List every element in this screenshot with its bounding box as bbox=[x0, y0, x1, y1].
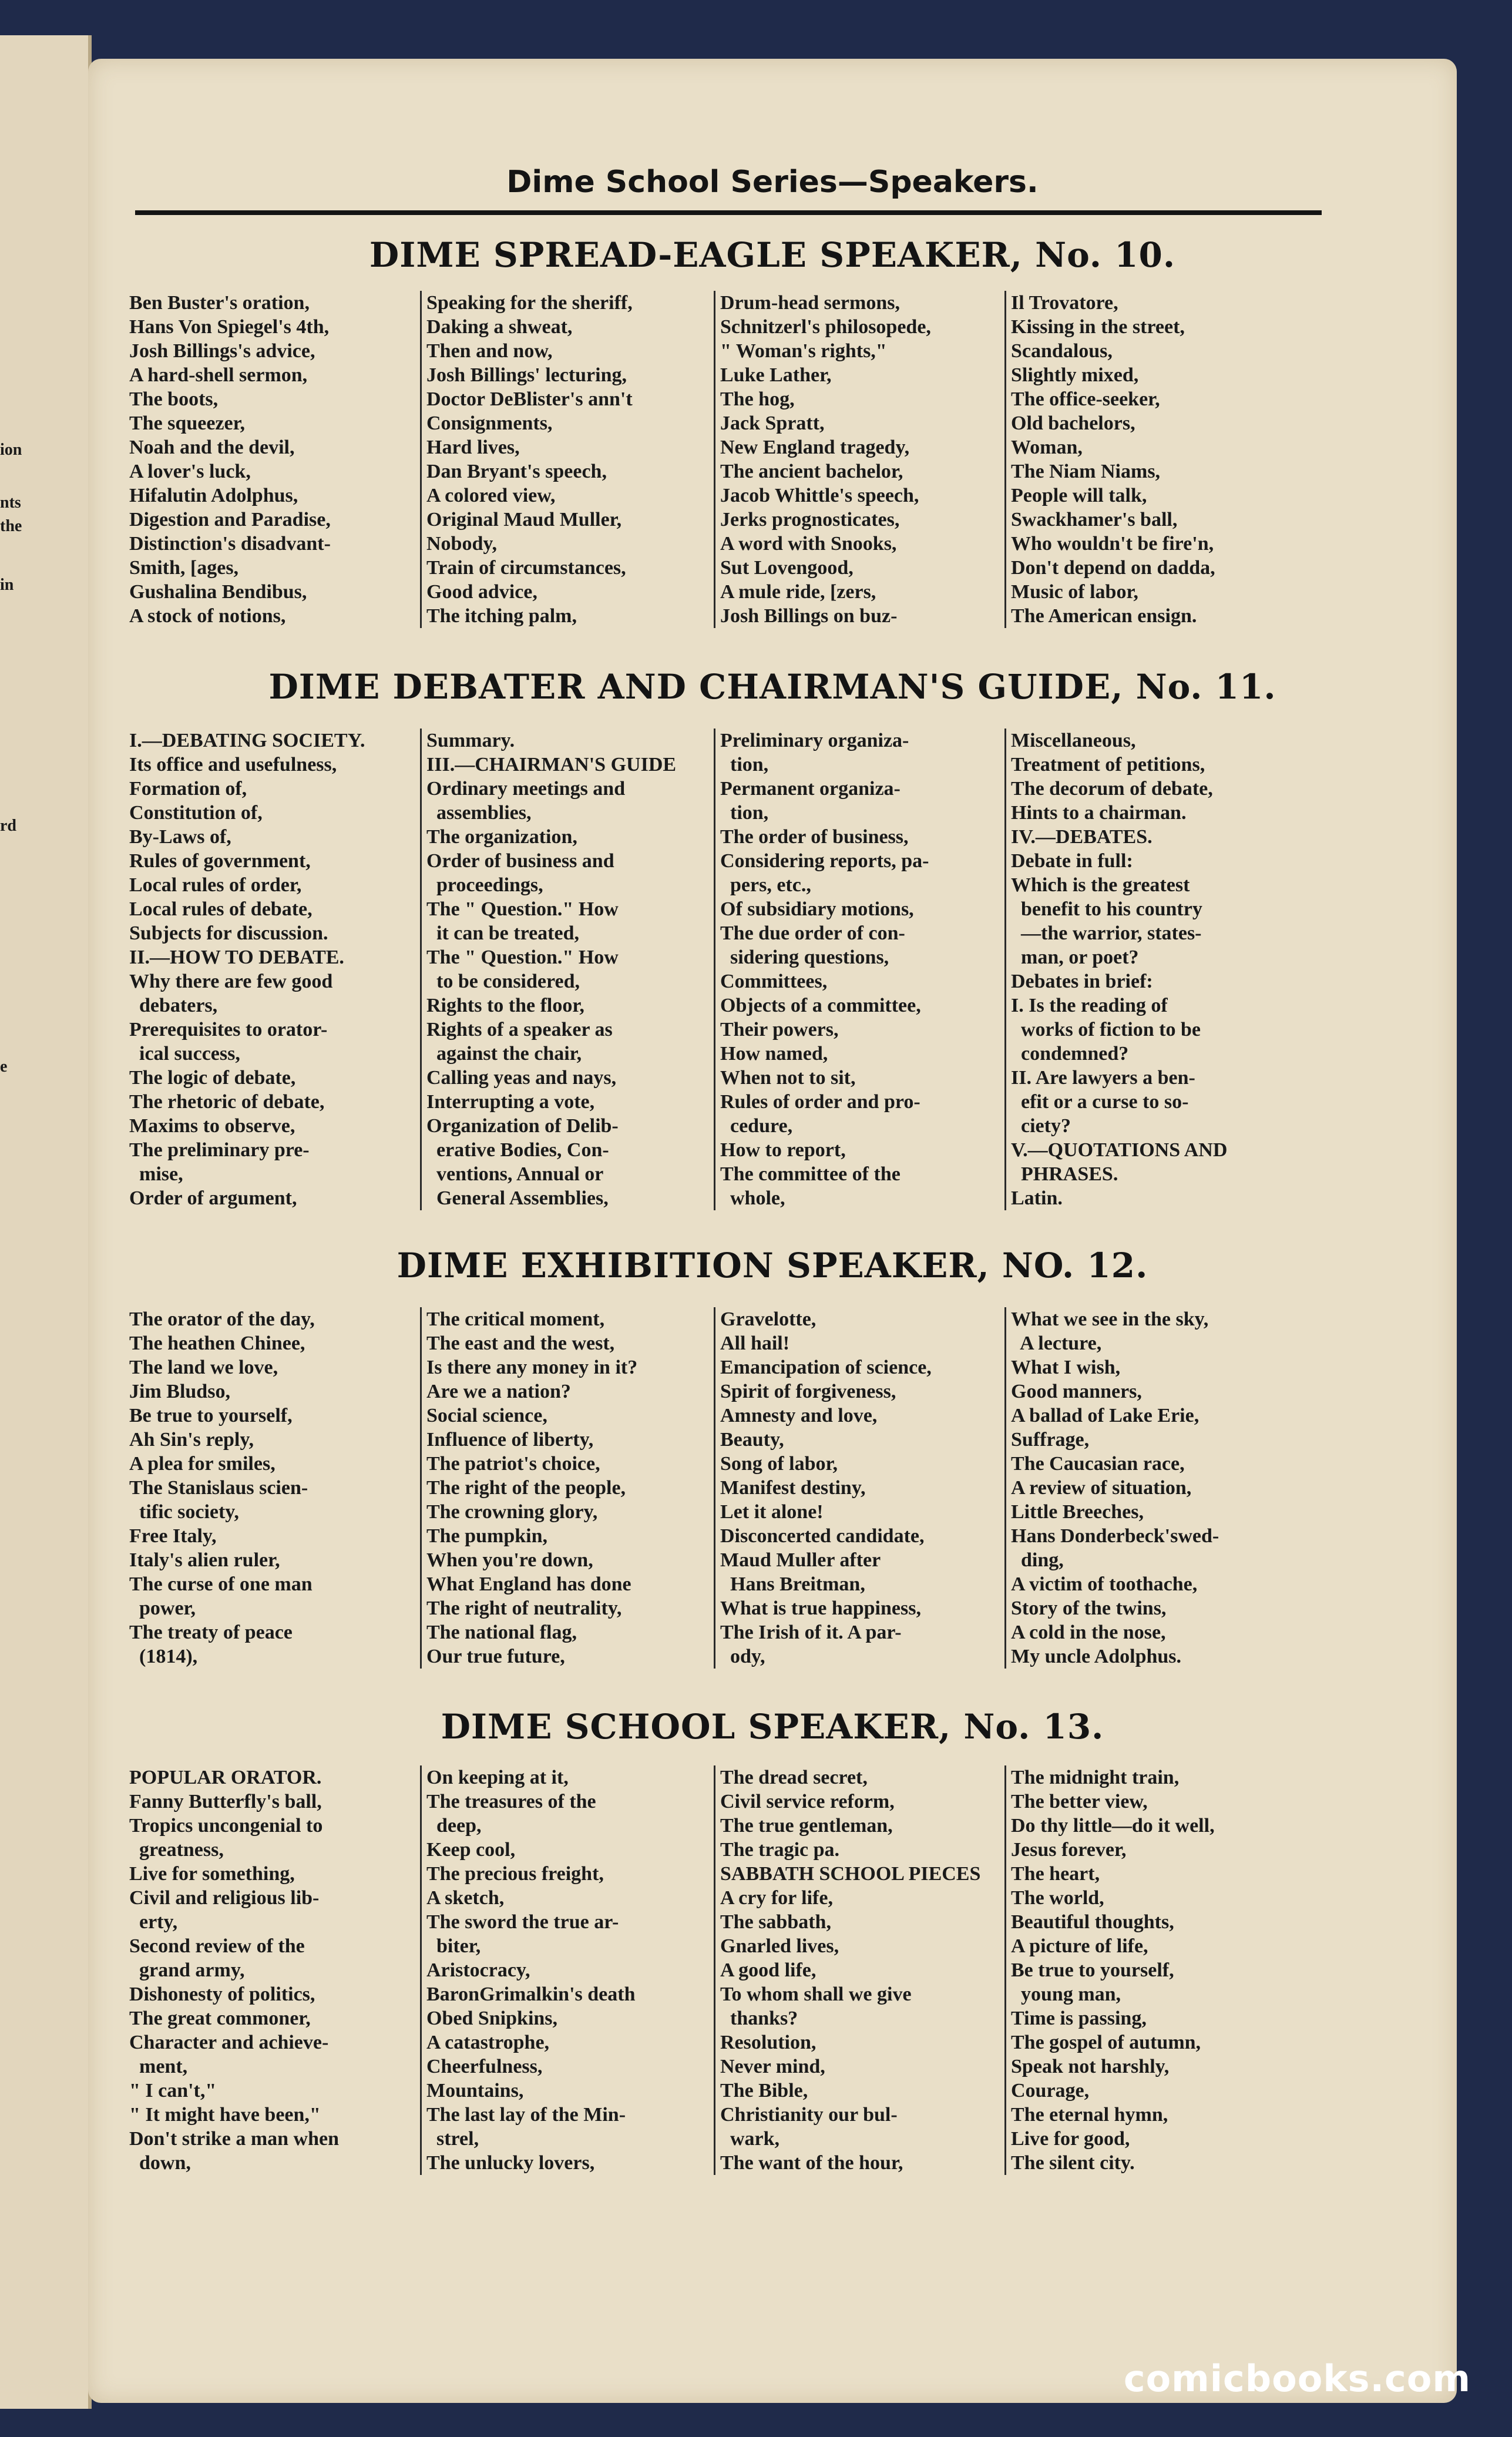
list-item: A plea for smiles, bbox=[129, 1453, 275, 1475]
list-item: Free Italy, bbox=[129, 1525, 217, 1547]
list-item: The national flag, bbox=[426, 1622, 577, 1643]
list-item: The sabbath, bbox=[720, 1911, 831, 1933]
column bbox=[714, 291, 1008, 628]
list-item: Is there any money in it? bbox=[426, 1357, 638, 1378]
list-item: Order of business and bbox=[426, 850, 614, 872]
list-item: Then and now, bbox=[426, 340, 553, 362]
list-item: Good manners, bbox=[1011, 1381, 1142, 1402]
column bbox=[129, 291, 417, 628]
column bbox=[1004, 729, 1299, 1210]
list-item: Slightly mixed, bbox=[1011, 364, 1139, 386]
list-item: Little Breeches, bbox=[1011, 1501, 1144, 1523]
column bbox=[1004, 1307, 1299, 1669]
list-item: Interrupting a vote, bbox=[426, 1091, 595, 1113]
list-item: II. Are lawyers a ben- bbox=[1011, 1067, 1195, 1089]
list-item: Hard lives, bbox=[426, 437, 520, 458]
list-item: Formation of, bbox=[129, 778, 247, 800]
list-item: The " Question." How bbox=[426, 946, 619, 968]
list-item: A mule ride, [zers, bbox=[720, 581, 876, 603]
list-item: Cheerfulness, bbox=[426, 2056, 543, 2077]
left-fragment: the bbox=[0, 517, 22, 535]
section-title: DIME SPREAD-EAGLE SPEAKER, No. 10. bbox=[369, 235, 1176, 275]
list-item: power, bbox=[129, 1597, 196, 1619]
list-item: Summary. bbox=[426, 730, 515, 751]
list-item: Original Maud Muller, bbox=[426, 509, 622, 531]
column bbox=[1004, 1765, 1299, 2175]
list-item: Digestion and Paradise, bbox=[129, 509, 331, 531]
list-item: Gnarled lives, bbox=[720, 1935, 839, 1957]
list-item: deep, bbox=[426, 1815, 482, 1837]
list-item: The orator of the day, bbox=[129, 1308, 315, 1330]
list-item: Manifest destiny, bbox=[720, 1477, 866, 1499]
list-item: A catastrophe, bbox=[426, 2032, 550, 2053]
list-item: The rhetoric of debate, bbox=[129, 1091, 325, 1113]
list-item: III.—CHAIRMAN'S GUIDE bbox=[426, 754, 677, 776]
header-rule bbox=[135, 210, 1322, 215]
list-item: Let it alone! bbox=[720, 1501, 824, 1523]
list-item: Doctor DeBlister's ann't bbox=[426, 388, 633, 410]
list-item: Our true future, bbox=[426, 1646, 565, 1667]
column bbox=[714, 1307, 1008, 1669]
list-item: SABBATH SCHOOL PIECES bbox=[720, 1863, 981, 1885]
list-item: A cry for life, bbox=[720, 1887, 833, 1909]
list-item: The treasures of the bbox=[426, 1791, 596, 1812]
list-item: Smith, [ages, bbox=[129, 557, 239, 579]
list-item: The world, bbox=[1011, 1887, 1104, 1909]
list-item: The Irish of it. A par- bbox=[720, 1622, 902, 1643]
list-item: A good life, bbox=[720, 1959, 817, 1981]
list-item: Miscellaneous, bbox=[1011, 730, 1136, 751]
list-item: tion, bbox=[720, 754, 769, 776]
list-item: Drum-head sermons, bbox=[720, 292, 900, 314]
list-item: My uncle Adolphus. bbox=[1011, 1646, 1182, 1667]
column bbox=[420, 291, 714, 628]
list-item: I. Is the reading of bbox=[1011, 995, 1168, 1016]
list-item: " Woman's rights," bbox=[720, 340, 887, 362]
list-item: Treatment of petitions, bbox=[1011, 754, 1205, 776]
list-item: When not to sit, bbox=[720, 1067, 856, 1089]
list-item: Organization of Delib- bbox=[426, 1115, 619, 1137]
list-item: Story of the twins, bbox=[1011, 1597, 1167, 1619]
list-item: When you're down, bbox=[426, 1549, 593, 1571]
column bbox=[129, 1765, 417, 2175]
list-item: II.—HOW TO DEBATE. bbox=[129, 946, 344, 968]
list-item: The preliminary pre- bbox=[129, 1139, 310, 1161]
list-item: wark, bbox=[720, 2128, 780, 2150]
list-item: By-Laws of, bbox=[129, 826, 231, 848]
list-item: On keeping at it, bbox=[426, 1767, 569, 1788]
list-item: ventions, Annual or bbox=[426, 1163, 604, 1185]
list-item: Second review of the bbox=[129, 1935, 305, 1957]
list-item: tific society, bbox=[129, 1501, 239, 1523]
list-item: Emancipation of science, bbox=[720, 1357, 932, 1378]
list-item: The squeezer, bbox=[129, 412, 246, 434]
list-item: Noah and the devil, bbox=[129, 437, 295, 458]
list-item: Time is passing, bbox=[1011, 2008, 1147, 2029]
list-item: What is true happiness, bbox=[720, 1597, 921, 1619]
list-item: Josh Billings on buz- bbox=[720, 605, 898, 627]
list-item: Local rules of order, bbox=[129, 874, 302, 896]
list-item: A victim of toothache, bbox=[1011, 1573, 1198, 1595]
list-item: benefit to his country bbox=[1011, 898, 1202, 920]
list-item: The tragic pa. bbox=[720, 1839, 840, 1861]
list-item: young man, bbox=[1011, 1983, 1121, 2005]
list-item: Speak not harshly, bbox=[1011, 2056, 1170, 2077]
column bbox=[714, 1765, 1008, 2175]
list-item: against the chair, bbox=[426, 1043, 582, 1065]
section-columns bbox=[129, 1765, 1375, 2174]
list-item: The silent city. bbox=[1011, 2152, 1135, 2174]
list-item: Hifalutin Adolphus, bbox=[129, 485, 298, 506]
list-item: The pumpkin, bbox=[426, 1525, 547, 1547]
column bbox=[420, 1307, 714, 1669]
list-item: grand army, bbox=[129, 1959, 245, 1981]
list-item: The unlucky lovers, bbox=[426, 2152, 595, 2174]
list-item: Live for good, bbox=[1011, 2128, 1130, 2150]
list-item: New England tragedy, bbox=[720, 437, 910, 458]
list-item: How to report, bbox=[720, 1139, 846, 1161]
list-item: efit or a curse to so- bbox=[1011, 1091, 1189, 1113]
list-item: The treaty of peace bbox=[129, 1622, 293, 1643]
list-item: Luke Lather, bbox=[720, 364, 832, 386]
left-fragment: rd bbox=[0, 817, 16, 835]
list-item: A cold in the nose, bbox=[1011, 1622, 1166, 1643]
list-item: Swackhamer's ball, bbox=[1011, 509, 1178, 531]
list-item: The ancient bachelor, bbox=[720, 461, 903, 482]
list-item: General Assemblies, bbox=[426, 1187, 609, 1209]
list-item: Don't depend on dadda, bbox=[1011, 557, 1215, 579]
list-item: greatness, bbox=[129, 1839, 224, 1861]
list-item: condemned? bbox=[1011, 1043, 1129, 1065]
list-item: Schnitzerl's philosopede, bbox=[720, 316, 931, 338]
list-item: Civil service reform, bbox=[720, 1791, 895, 1812]
list-item: A review of situation, bbox=[1011, 1477, 1192, 1499]
list-item: The last lay of the Min- bbox=[426, 2104, 626, 2126]
list-item: Rules of order and pro- bbox=[720, 1091, 920, 1113]
list-item: Christianity our bul- bbox=[720, 2104, 898, 2126]
list-item: Obed Snipkins, bbox=[426, 2008, 558, 2029]
list-item: A lecture, bbox=[1011, 1332, 1102, 1354]
list-item: Woman, bbox=[1011, 437, 1083, 458]
list-item: pers, etc., bbox=[720, 874, 811, 896]
list-item: All hail! bbox=[720, 1332, 790, 1354]
list-item: The order of business, bbox=[720, 826, 909, 848]
list-item: " It might have been," bbox=[129, 2104, 321, 2126]
list-item: Speaking for the sheriff, bbox=[426, 292, 633, 314]
list-item: The right of neutrality, bbox=[426, 1597, 622, 1619]
list-item: The heart, bbox=[1011, 1863, 1100, 1885]
list-item: proceedings, bbox=[426, 874, 543, 896]
list-item: biter, bbox=[426, 1935, 481, 1957]
list-item: Which is the greatest bbox=[1011, 874, 1190, 896]
list-item: Order of argument, bbox=[129, 1187, 297, 1209]
list-item: IV.—DEBATES. bbox=[1011, 826, 1153, 848]
list-item: erative Bodies, Con- bbox=[426, 1139, 609, 1161]
section-title: DIME EXHIBITION SPEAKER, NO. 12. bbox=[397, 1246, 1148, 1285]
list-item: ody, bbox=[720, 1646, 765, 1667]
list-item: The right of the people, bbox=[426, 1477, 626, 1499]
list-item: Tropics uncongenial to bbox=[129, 1815, 323, 1837]
list-item: The east and the west, bbox=[426, 1332, 615, 1354]
list-item: Ben Buster's oration, bbox=[129, 292, 310, 314]
section-title: DIME SCHOOL SPEAKER, No. 13. bbox=[441, 1707, 1104, 1747]
list-item: What I wish, bbox=[1011, 1357, 1121, 1378]
list-item: The " Question." How bbox=[426, 898, 619, 920]
column bbox=[1004, 291, 1299, 628]
list-item: Calling yeas and nays, bbox=[426, 1067, 617, 1089]
list-item: The sword the true ar- bbox=[426, 1911, 619, 1933]
list-item: Suffrage, bbox=[1011, 1429, 1090, 1451]
list-item: Permanent organiza- bbox=[720, 778, 901, 800]
list-item: The office-seeker, bbox=[1011, 388, 1160, 410]
list-item: The Niam Niams, bbox=[1011, 461, 1161, 482]
list-item: Beautiful thoughts, bbox=[1011, 1911, 1174, 1933]
left-page-edge bbox=[0, 35, 92, 2409]
list-item: Hans Von Spiegel's 4th, bbox=[129, 316, 330, 338]
list-item: Jack Spratt, bbox=[720, 412, 825, 434]
section-columns bbox=[129, 291, 1375, 627]
column bbox=[714, 729, 1008, 1210]
list-item: Gushalina Bendibus, bbox=[129, 581, 307, 603]
list-item: Constitution of, bbox=[129, 802, 263, 824]
list-item: ical success, bbox=[129, 1043, 240, 1065]
list-item: Local rules of debate, bbox=[129, 898, 313, 920]
list-item: Nobody, bbox=[426, 533, 497, 555]
list-item: A colored view, bbox=[426, 485, 556, 506]
list-item: The patriot's choice, bbox=[426, 1453, 600, 1475]
list-item: it can be treated, bbox=[426, 922, 579, 944]
list-item: Consignments, bbox=[426, 412, 553, 434]
list-item: The precious freight, bbox=[426, 1863, 604, 1885]
column bbox=[420, 1765, 714, 2175]
list-item: The crowning glory, bbox=[426, 1501, 598, 1523]
list-item: The eternal hymn, bbox=[1011, 2104, 1168, 2126]
list-item: cedure, bbox=[720, 1115, 793, 1137]
left-fragment: ion bbox=[0, 441, 22, 459]
list-item: The land we love, bbox=[129, 1357, 278, 1378]
list-item: BaronGrimalkin's death bbox=[426, 1983, 636, 2005]
list-item: Be true to yourself, bbox=[129, 1405, 293, 1426]
list-item: Kissing in the street, bbox=[1011, 316, 1185, 338]
list-item: Aristocracy, bbox=[426, 1959, 530, 1981]
list-item: Dishonesty of politics, bbox=[129, 1983, 315, 2005]
page-header: Dime School Series—Speakers. bbox=[506, 165, 1039, 200]
list-item: Ah Sin's reply, bbox=[129, 1429, 254, 1451]
list-item: Rights to the floor, bbox=[426, 995, 584, 1016]
left-fragment: nts bbox=[0, 494, 21, 512]
list-item: Jim Bludso, bbox=[129, 1381, 230, 1402]
list-item: Old bachelors, bbox=[1011, 412, 1135, 434]
list-item: Courage, bbox=[1011, 2080, 1090, 2102]
list-item: The better view, bbox=[1011, 1791, 1148, 1812]
list-item: What England has done bbox=[426, 1573, 631, 1595]
list-item: The curse of one man bbox=[129, 1573, 313, 1595]
list-item: Ordinary meetings and bbox=[426, 778, 626, 800]
list-item: A lover's luck, bbox=[129, 461, 251, 482]
list-item: Mountains, bbox=[426, 2080, 524, 2102]
list-item: Train of circumstances, bbox=[426, 557, 626, 579]
list-item: debaters, bbox=[129, 995, 218, 1016]
list-item: The Bible, bbox=[720, 2080, 808, 2102]
list-item: ciety? bbox=[1011, 1115, 1071, 1137]
list-item: I.—DEBATING SOCIETY. bbox=[129, 730, 365, 751]
list-item: The logic of debate, bbox=[129, 1067, 296, 1089]
list-item: strel, bbox=[426, 2128, 479, 2150]
list-item: Maud Muller after bbox=[720, 1549, 881, 1571]
list-item: Josh Billings's advice, bbox=[129, 340, 315, 362]
list-item: PHRASES. bbox=[1011, 1163, 1118, 1185]
list-item: Josh Billings' lecturing, bbox=[426, 364, 627, 386]
list-item: Amnesty and love, bbox=[720, 1405, 878, 1426]
list-item: Never mind, bbox=[720, 2056, 825, 2077]
list-item: The Caucasian race, bbox=[1011, 1453, 1185, 1475]
list-item: Who wouldn't be fire'n, bbox=[1011, 533, 1214, 555]
list-item: The decorum of debate, bbox=[1011, 778, 1213, 800]
list-item: " I can't," bbox=[129, 2080, 217, 2102]
list-item: The Stanislaus scien- bbox=[129, 1477, 308, 1499]
list-item: POPULAR ORATOR. bbox=[129, 1767, 322, 1788]
list-item: Hints to a chairman. bbox=[1011, 802, 1187, 824]
list-item: A ballad of Lake Erie, bbox=[1011, 1405, 1199, 1426]
list-item: Good advice, bbox=[426, 581, 537, 603]
list-item: A sketch, bbox=[426, 1887, 505, 1909]
list-item: The heathen Chinee, bbox=[129, 1332, 305, 1354]
list-item: man, or poet? bbox=[1011, 946, 1139, 968]
list-item: —the warrior, states- bbox=[1011, 922, 1202, 944]
list-item: Il Trovatore, bbox=[1011, 292, 1118, 314]
list-item: Why there are few good bbox=[129, 971, 333, 992]
list-item: Music of labor, bbox=[1011, 581, 1138, 603]
catalog-page bbox=[88, 59, 1457, 2403]
list-item: A picture of life, bbox=[1011, 1935, 1148, 1957]
list-item: Maxims to observe, bbox=[129, 1115, 295, 1137]
list-item: The critical moment, bbox=[426, 1308, 605, 1330]
list-item: Civil and religious lib- bbox=[129, 1887, 320, 1909]
list-item: The want of the hour, bbox=[720, 2152, 903, 2174]
list-item: Italy's alien ruler, bbox=[129, 1549, 280, 1571]
list-item: People will talk, bbox=[1011, 485, 1147, 506]
list-item: The great commoner, bbox=[129, 2008, 311, 2029]
list-item: Live for something, bbox=[129, 1863, 295, 1885]
list-item: What we see in the sky, bbox=[1011, 1308, 1209, 1330]
list-item: Hans Breitman, bbox=[720, 1573, 865, 1595]
list-item: Committees, bbox=[720, 971, 828, 992]
list-item: Objects of a committee, bbox=[720, 995, 921, 1016]
list-item: The hog, bbox=[720, 388, 795, 410]
list-item: Social science, bbox=[426, 1405, 547, 1426]
list-item: Debate in full: bbox=[1011, 850, 1133, 872]
list-item: Considering reports, pa- bbox=[720, 850, 929, 872]
list-item: Sut Lovengood, bbox=[720, 557, 854, 579]
list-item: Influence of liberty, bbox=[426, 1429, 594, 1451]
list-item: The itching palm, bbox=[426, 605, 577, 627]
list-item: Jacob Whittle's speech, bbox=[720, 485, 919, 506]
list-item: A hard-shell sermon, bbox=[129, 364, 308, 386]
section-columns bbox=[129, 729, 1375, 1209]
list-item: Are we a nation? bbox=[426, 1381, 571, 1402]
left-fragment: in bbox=[0, 576, 14, 594]
list-item: Beauty, bbox=[720, 1429, 784, 1451]
list-item: Don't strike a man when bbox=[129, 2128, 340, 2150]
list-item: Fanny Butterfly's ball, bbox=[129, 1791, 322, 1812]
list-item: sidering questions, bbox=[720, 946, 889, 968]
left-fragment: e bbox=[0, 1058, 8, 1076]
list-item: Of subsidiary motions, bbox=[720, 898, 914, 920]
list-item: (1814), bbox=[129, 1646, 198, 1667]
list-item: The dread secret, bbox=[720, 1767, 868, 1788]
column bbox=[420, 729, 714, 1210]
list-item: V.—QUOTATIONS AND bbox=[1011, 1139, 1228, 1161]
list-item: Preliminary organiza- bbox=[720, 730, 909, 751]
list-item: The American ensign. bbox=[1011, 605, 1197, 627]
list-item: Rights of a speaker as bbox=[426, 1019, 613, 1040]
list-item: Rules of government, bbox=[129, 850, 311, 872]
list-item: Dan Bryant's speech, bbox=[426, 461, 607, 482]
list-item: The committee of the bbox=[720, 1163, 901, 1185]
list-item: The true gentleman, bbox=[720, 1815, 893, 1837]
list-item: works of fiction to be bbox=[1011, 1019, 1201, 1040]
list-item: The gospel of autumn, bbox=[1011, 2032, 1201, 2053]
list-item: Keep cool, bbox=[426, 1839, 516, 1861]
list-item: to be considered, bbox=[426, 971, 580, 992]
list-item: The boots, bbox=[129, 388, 219, 410]
list-item: Jerks prognosticates, bbox=[720, 509, 900, 531]
list-item: Prerequisites to orator- bbox=[129, 1019, 328, 1040]
list-item: The organization, bbox=[426, 826, 577, 848]
column bbox=[129, 729, 417, 1210]
list-item: whole, bbox=[720, 1187, 785, 1209]
list-item: ment, bbox=[129, 2056, 188, 2077]
list-item: mise, bbox=[129, 1163, 183, 1185]
list-item: The due order of con- bbox=[720, 922, 905, 944]
column bbox=[129, 1307, 417, 1669]
list-item: Latin. bbox=[1011, 1187, 1063, 1209]
list-item: Song of labor, bbox=[720, 1453, 838, 1475]
list-item: Be true to yourself, bbox=[1011, 1959, 1174, 1981]
list-item: Distinction's disadvant- bbox=[129, 533, 331, 555]
section-columns bbox=[129, 1307, 1375, 1667]
list-item: erty, bbox=[129, 1911, 178, 1933]
list-item: Gravelotte, bbox=[720, 1308, 817, 1330]
list-item: thanks? bbox=[720, 2008, 798, 2029]
list-item: Spirit of forgiveness, bbox=[720, 1381, 896, 1402]
list-item: Disconcerted candidate, bbox=[720, 1525, 925, 1547]
list-item: How named, bbox=[720, 1043, 828, 1065]
list-item: ding, bbox=[1011, 1549, 1064, 1571]
list-item: tion, bbox=[720, 802, 769, 824]
list-item: Scandalous, bbox=[1011, 340, 1113, 362]
section-title: DIME DEBATER AND CHAIRMAN'S GUIDE, No. 11. bbox=[268, 667, 1276, 707]
list-item: Its office and usefulness, bbox=[129, 754, 337, 776]
list-item: Subjects for discussion. bbox=[129, 922, 328, 944]
list-item: Hans Donderbeck'swed- bbox=[1011, 1525, 1219, 1547]
list-item: The midnight train, bbox=[1011, 1767, 1180, 1788]
list-item: Their powers, bbox=[720, 1019, 839, 1040]
list-item: A word with Snooks, bbox=[720, 533, 897, 555]
list-item: Daking a shweat, bbox=[426, 316, 573, 338]
list-item: Debates in brief: bbox=[1011, 971, 1153, 992]
list-item: Jesus forever, bbox=[1011, 1839, 1127, 1861]
list-item: Resolution, bbox=[720, 2032, 817, 2053]
list-item: Do thy little—do it well, bbox=[1011, 1815, 1215, 1837]
list-item: Character and achieve- bbox=[129, 2032, 329, 2053]
list-item: A stock of notions, bbox=[129, 605, 286, 627]
watermark: comicbooks.com bbox=[1123, 2357, 1471, 2400]
list-item: To whom shall we give bbox=[720, 1983, 912, 2005]
list-item: assemblies, bbox=[426, 802, 532, 824]
list-item: down, bbox=[129, 2152, 191, 2174]
